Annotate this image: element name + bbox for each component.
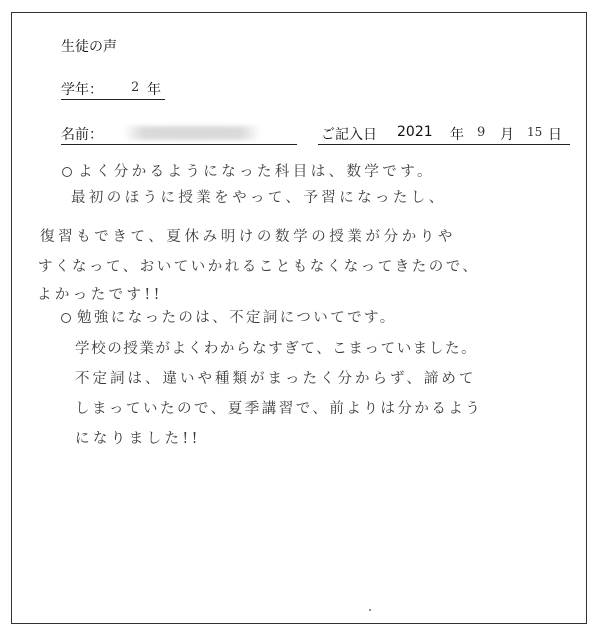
grade-label: 学年： bbox=[61, 82, 103, 98]
date-day-unit: 日 bbox=[548, 127, 562, 143]
comment-line: 学校の授業がよくわからなすぎて、こまっていました。 bbox=[75, 341, 478, 357]
redacted-name bbox=[123, 126, 261, 140]
date-month-unit: 月 bbox=[500, 127, 514, 143]
date-day: 15 bbox=[527, 125, 543, 139]
date-label: ご記入日 bbox=[321, 127, 377, 143]
date-month: 9 bbox=[477, 125, 486, 140]
grade-field bbox=[61, 79, 165, 100]
date-year-unit: 年 bbox=[450, 127, 464, 143]
comment-line: になりました!! bbox=[75, 431, 201, 447]
grade-value: 2 bbox=[131, 80, 140, 95]
bullet-icon bbox=[62, 167, 72, 177]
comment-line: 不定詞は、違いや種類がまったく分からず、諦めて bbox=[75, 371, 477, 387]
date-field bbox=[318, 124, 570, 145]
form-title: 生徒の声 bbox=[61, 39, 117, 55]
date-year: 2021 bbox=[397, 124, 433, 140]
name-label: 名前： bbox=[61, 127, 103, 143]
comment-line: 勉強になったのは、不定詞についてです。 bbox=[77, 310, 397, 326]
name-field bbox=[61, 124, 297, 145]
comment-line: よかったです!! bbox=[37, 287, 163, 303]
comment-line: よく分かるようになった科目は、数学です。 bbox=[78, 164, 435, 180]
comment-line: しまっていたので、夏季講習で、前よりは分かるよう bbox=[75, 401, 483, 417]
stray-mark bbox=[369, 609, 371, 611]
comment-line: すくなって、おいていかれることもなくなってきたので、 bbox=[38, 259, 480, 275]
comment-line: 最初のほうに授業をやって、予習になったし、 bbox=[71, 190, 447, 206]
comment-line: 復習もできて、夏休み明けの数学の授業が分かりや bbox=[40, 229, 457, 245]
grade-unit: 年 bbox=[147, 82, 161, 98]
bullet-icon bbox=[61, 313, 71, 323]
